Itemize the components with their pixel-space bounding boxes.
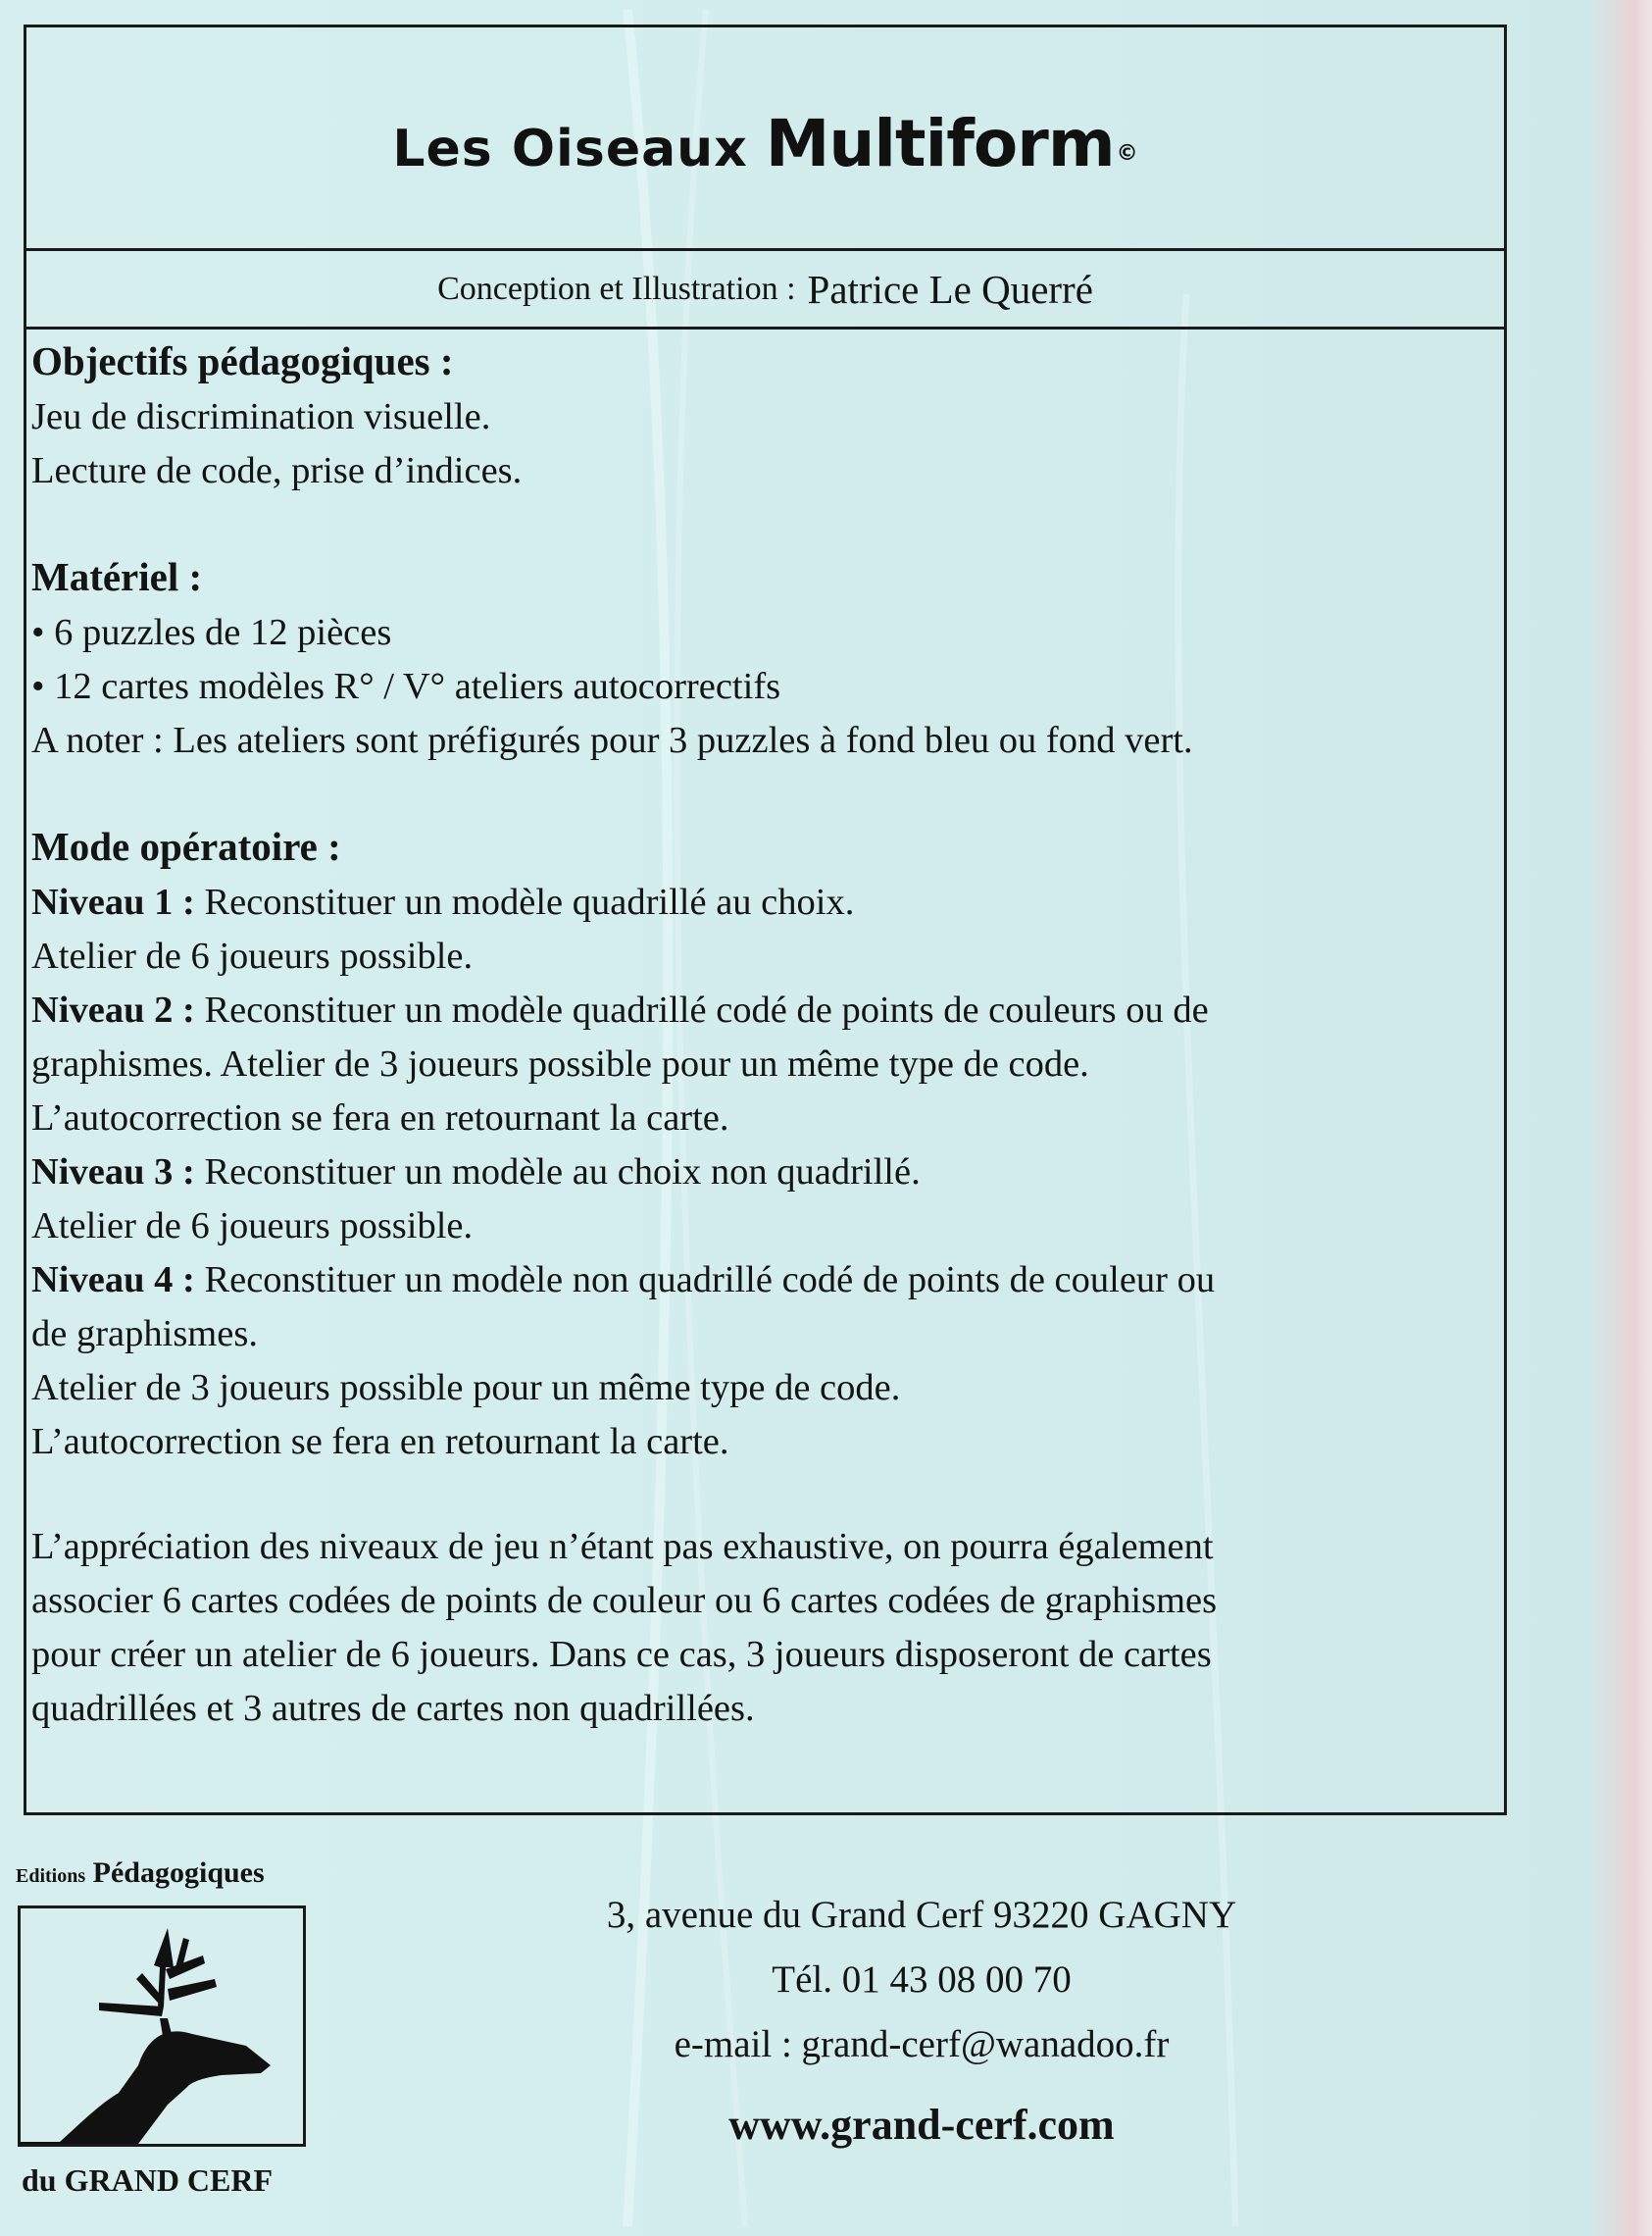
logo-pedagogiques: Pédagogiques [92,1856,265,1889]
note-line: quadrillées et 3 autres de cartes non quadrillées. [31,1688,755,1729]
level-3-line [31,1145,1463,1199]
objectifs-line: Lecture de code, prise d’indices. [31,450,523,491]
phone-line: Tél. 01 43 08 00 70 [772,1958,1072,2001]
logo-bottom-text: du GRAND CERF [22,2162,274,2198]
level-4-label: Niveau 4 : [31,1259,195,1300]
level-1-text: Reconstituer un modèle quadrillé au choix. [204,882,855,923]
mode-heading: Mode opératoire : [31,824,341,869]
materiel-line: • 6 puzzles de 12 pièces [31,612,392,653]
level-4-line: de graphismes. [31,1313,258,1354]
website-line: www.grand-cerf.com [728,2101,1115,2149]
publisher-contact [431,1883,1412,2158]
materiel-line: • 12 cartes modèles R° / V° ateliers autocorrectifs [31,666,781,707]
logo-top-text [16,1856,265,1890]
level-4-text: Reconstituer un modèle non quadrillé codé de points de couleur ou [204,1259,1216,1300]
note-line: associer 6 cartes codées de points de couleur ou 6 cartes codées de graphismes [31,1580,1218,1621]
logo-box [18,1906,306,2147]
level-2-line [31,984,1463,1038]
level-4-line: L’autocorrection se fera en retournant la carte. [31,1421,729,1462]
note-line: pour créer un atelier de 6 joueurs. Dans ce cas, 3 joueurs disposeront de cartes [31,1634,1212,1675]
level-3-text: Reconstituer un modèle au choix non quadrillé. [204,1151,921,1193]
product-title [392,106,1137,181]
objectifs-heading: Objectifs pédagogiques : [31,338,454,383]
credit-name: Patrice Le Querré [807,266,1093,312]
objectifs-line: Jeu de discrimination visuelle. [31,396,491,437]
materiel-heading: Matériel : [31,554,203,599]
title-box [26,27,1504,251]
level-2-line: L’autocorrection se fera en retournant la carte. [31,1097,729,1139]
logo-editions: Editions [16,1865,86,1887]
credit-box [26,251,1504,330]
materiel-line: A noter : Les ateliers sont préfigurés pour 3 puzzles à fond bleu ou fond vert. [31,720,1193,761]
note-line: L’appréciation des niveaux de jeu n’étant pas exhaustive, on pourra également [31,1526,1214,1567]
stag-head-icon [21,1908,303,2144]
credit-label: Conception et Illustration : [437,270,796,307]
level-1-line [31,876,1463,930]
level-2-line: graphismes. Atelier de 3 joueurs possible pour un même type de code. [31,1043,1089,1085]
level-4-line [31,1253,1463,1307]
copyright-mark: © [1116,140,1138,166]
address-line: 3, avenue du Grand Cerf 93220 GAGNY [606,1894,1237,1936]
level-1-label: Niveau 1 : [31,882,195,923]
level-3-line: Atelier de 6 joueurs possible. [31,1205,474,1246]
level-2-label: Niveau 2 : [31,990,195,1031]
publisher-logo [16,1856,274,2198]
level-3-label: Niveau 3 : [31,1151,195,1193]
level-1-line: Atelier de 6 joueurs possible. [31,936,474,977]
level-2-text: Reconstituer un modèle quadrillé codé de points de couleurs ou de [204,990,1209,1031]
title-part-1: Les Oiseaux [392,120,748,178]
email-line: e-mail : grand-cerf@wanadoo.fr [674,2023,1170,2065]
title-part-2: Multiform [765,106,1115,181]
instructions-content [31,331,1463,1736]
level-4-line: Atelier de 3 joueurs possible pour un même type de code. [31,1367,901,1408]
